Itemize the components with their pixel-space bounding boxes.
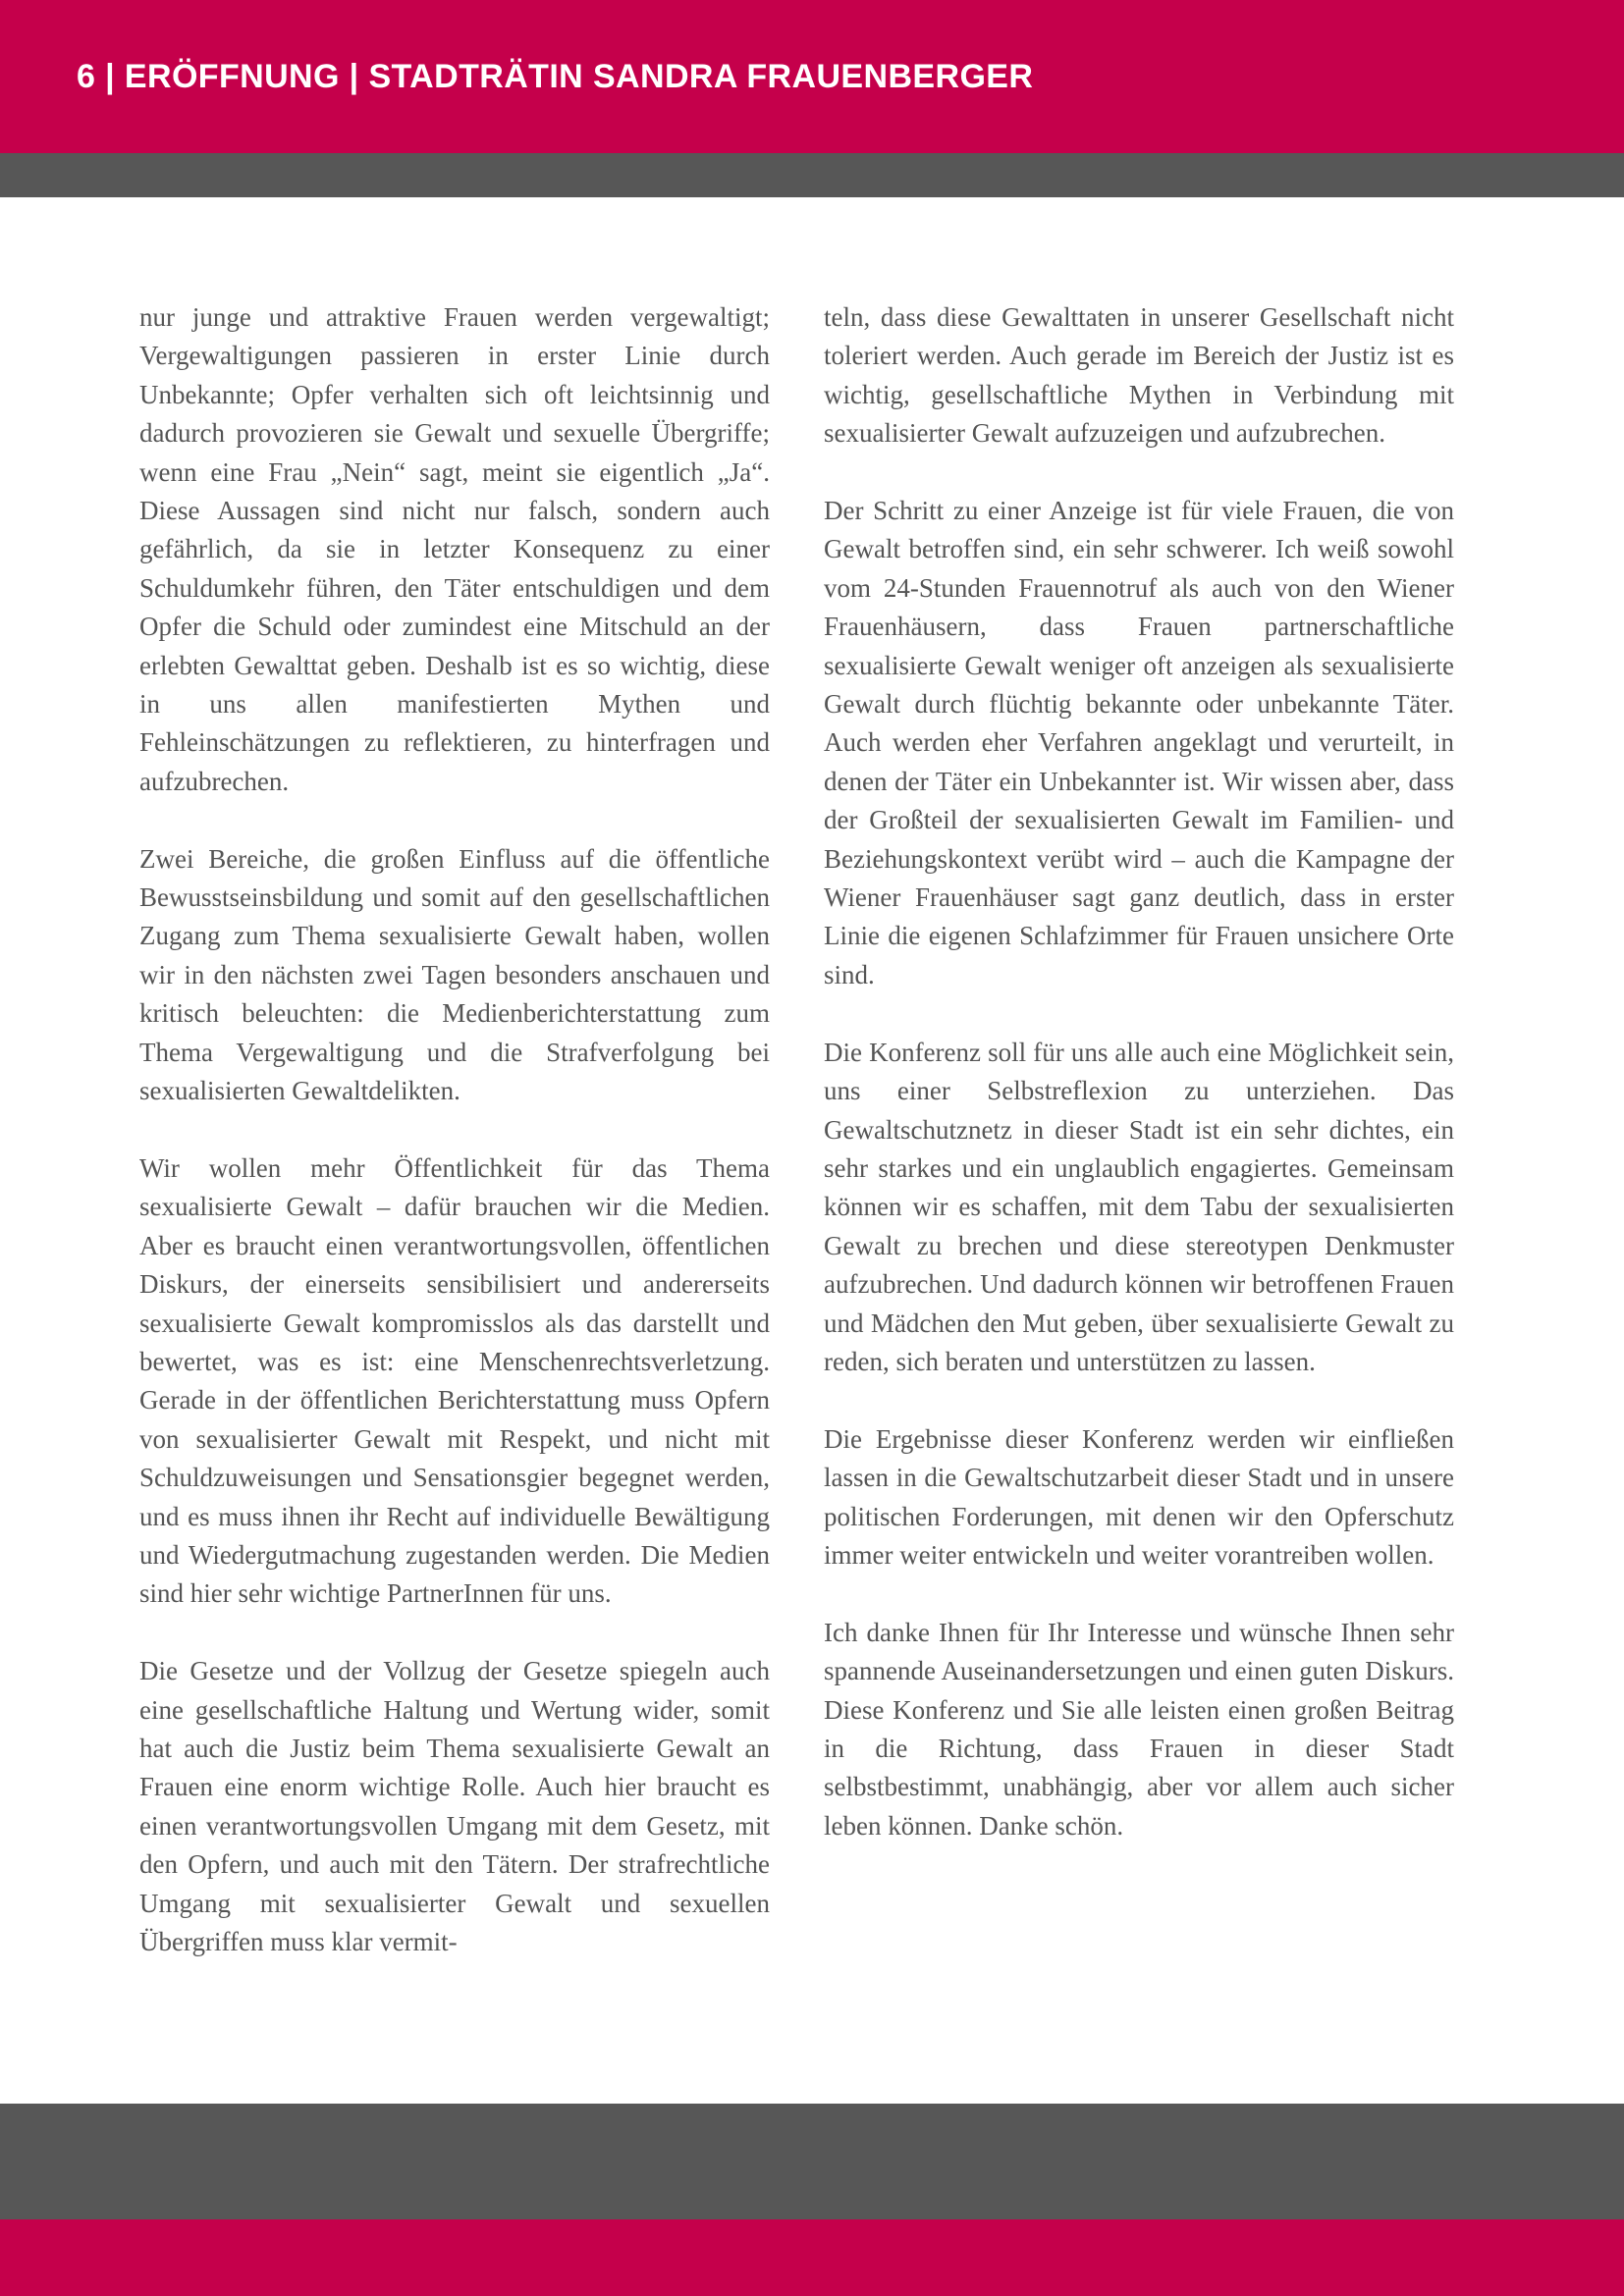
footer-band [0, 2219, 1624, 2296]
left-text-column [139, 298, 770, 2001]
paragraph: Ich danke Ihnen für Ihr Interesse und wünsche Ihnen sehr spannende Auseinandersetzungen und einen guten Diskurs. Diese Konferenz und Sie alle leisten einen großen Beitrag in die Richtung, dass Frauen in dieser Stadt selbstbestimmt, unabhängig, aber vor allem auch sicher leben können. Danke schön. [824, 1617, 1454, 1841]
header-band [0, 0, 1624, 153]
paragraph: Die Gesetze und der Vollzug der Gesetze spiegeln auch eine gesellschaftliche Haltung und Wertung wider, somit hat auch die Justiz beim Thema sexualisierte Gewalt an Frauen eine enorm wichtige Rolle. Auch hier braucht es einen verantwortungsvollen Umgang mit dem Gesetz, mit den Opfern, und auch mit den Tätern. Der strafrechtliche Umgang mit sexualisierter Gewalt und sexuellen Übergriffen muss klar vermit- [139, 1656, 770, 1957]
paragraph: Die Ergebnisse dieser Konferenz werden wir einfließen lassen in die Gewaltschutzarbeit dieser Stadt und in unsere politischen Forderungen, mit denen wir den Opferschutz immer weiter entwickeln und weiter vorantreiben wollen. [824, 1423, 1454, 1570]
paragraph: teln, dass diese Gewalttaten in unserer Gesellschaft nicht toleriert werden. Auch gerade im Bereich der Justiz ist es wichtig, gesellschaftliche Mythen in Verbindung mit sexualisierter Gewalt aufzuzeigen und aufzubrechen. [824, 302, 1454, 449]
right-text-column [824, 298, 1454, 1885]
page-header-title: 6 | ERÖFFNUNG | STADTRÄTIN SANDRA FRAUENBERGER [77, 58, 1034, 95]
footer-grey-band [0, 2104, 1624, 2219]
paragraph: nur junge und attraktive Frauen werden vergewaltigt; Vergewaltigungen passieren in erster Linie durch Unbekannte; Opfer verhalten sich oft leichtsinnig und dadurch provozieren sie Gewalt und sexuelle Übergriffe; wenn eine Frau „Nein“ sagt, meint sie eigentlich „Ja“. Diese Aussagen sind nicht nur falsch, sondern auch gefährlich, da sie in letzter Konsequenz zu einer Schuldumkehr führen, den Täter entschuldigen und dem Opfer die Schuld oder zumindest eine Mitschuld an der erlebten Gewalttat geben. Deshalb ist es so wichtig, diese in uns allen manifestierten Mythen und Fehleinschätzungen zu reflektieren, zu hinterfragen und aufzubrechen. [139, 302, 770, 796]
paragraph: Der Schritt zu einer Anzeige ist für viele Frauen, die von Gewalt betroffen sind, ein sehr schwerer. Ich weiß sowohl vom 24-Stunden Frauennotruf als auch von den Wiener Frauenhäusern, dass Frauen partnerschaftliche sexualisierte Gewalt weniger oft anzeigen als sexualisierte Gewalt durch flüchtig bekannte oder unbekannte Täter. Auch werden eher Verfahren angeklagt und verurteilt, in denen der Täter ein Unbekannter ist. Wir wissen aber, dass der Großteil der sexualisierten Gewalt im Familien- und Beziehungskontext verübt wird – auch die Kampagne der Wiener Frauenhäuser sagt ganz deutlich, dass in erster Linie die eigenen Schlafzimmer für Frauen unsichere Orte sind. [824, 496, 1454, 989]
paragraph: Wir wollen mehr Öffentlichkeit für das Thema sexualisierte Gewalt – dafür brauchen wir die Medien. Aber es braucht einen verantwortungsvollen, öffentlichen Diskurs, der einerseits sensibilisiert und andererseits sexualisierte Gewalt kompromisslos als das darstellt und bewertet, was es ist: eine Menschenrechtsverletzung. Gerade in der öffentlichen Berichterstattung muss Opfern von sexualisierter Gewalt mit Respekt, und nicht mit Schuldzuweisungen und Sensationsgier begegnet werden, und es muss ihnen ihr Recht auf individuelle Bewältigung und Wiedergutmachung zugestanden werden. Die Medien sind hier sehr wichtige PartnerInnen für uns. [139, 1152, 770, 1609]
paragraph: Die Konferenz soll für uns alle auch eine Möglichkeit sein, uns einer Selbstreflexion zu unterziehen. Das Gewaltschutznetz in dieser Stadt ist ein sehr dichtes, ein sehr starkes und ein unglaublich engagiertes. Gemeinsam können wir es schaffen, mit dem Tabu der sexualisierten Gewalt zu brechen und diese stereotypen Denkmuster aufzubrechen. Und dadurch können wir betroffenen Frauen und Mädchen den Mut geben, über sexualisierte Gewalt zu reden, sich beraten und unterstützen zu lassen. [824, 1037, 1454, 1376]
paragraph: Zwei Bereiche, die großen Einfluss auf die öffentliche Bewusstseinsbildung und somit auf den gesellschaftlichen Zugang zum Thema sexualisierte Gewalt haben, wollen wir in den nächsten zwei Tagen besonders anschauen und kritisch beleuchten: die Medienberichterstattung zum Thema Vergewaltigung und die Strafverfolgung bei sexualisierten Gewaltdelikten. [139, 843, 770, 1106]
header-grey-band [0, 153, 1624, 197]
